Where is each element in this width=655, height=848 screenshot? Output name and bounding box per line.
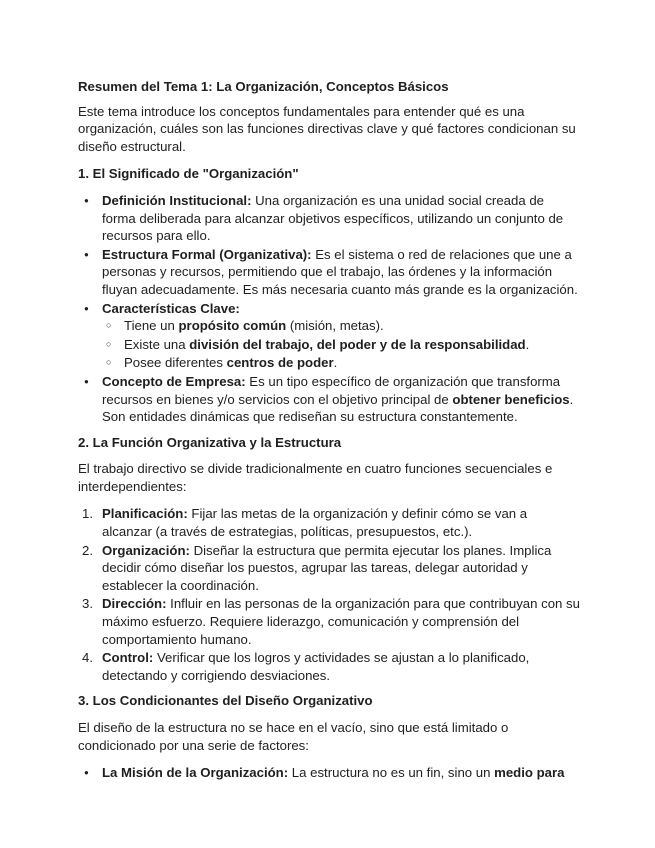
numbered-item	[78, 505, 580, 540]
list-item	[78, 246, 580, 299]
document-page	[78, 78, 580, 790]
numbered-item	[78, 595, 580, 648]
bullet-label: Definición Institucional:	[102, 192, 252, 208]
section-3-list	[78, 764, 580, 782]
item-label: Planificación:	[102, 506, 188, 522]
item-number: 2.	[82, 542, 93, 558]
bullet-label: Concepto de Empresa:	[102, 373, 246, 389]
bullet-text: Es un tipo específico de organización que transforma recursos en bienes y/o servicios con el objetivo principal de	[102, 373, 561, 407]
item-text: Verificar que los logros y actividades se ajustan a lo planificado, detectando y corrigiendo desviaciones.	[102, 650, 530, 683]
document-title: Resumen del Tema 1: La Organización, Conceptos Básicos	[78, 79, 449, 94]
section-2-heading: 2. La Función Organizativa y la Estructura	[78, 434, 342, 450]
section-2-list	[78, 505, 580, 684]
sub-text: (misión, metas).	[286, 318, 384, 334]
characteristics-sublist	[102, 317, 580, 372]
sub-text: .	[333, 355, 338, 371]
list-item	[78, 192, 580, 245]
item-text: Diseñar la estructura que permita ejecutar los planes. Implica decidir cómo diseñar los puestos, agrupar las tareas, delegar autoridad y establecer la coordinación.	[102, 542, 552, 593]
sub-list-item	[102, 354, 580, 372]
numbered-item	[78, 542, 580, 595]
bullet-label: La Misión de la Organización:	[102, 765, 289, 781]
sub-list-item	[102, 317, 580, 335]
bullet-label: Características Clave:	[102, 300, 240, 316]
bullet-text: Es el sistema o red de relaciones que une a personas y recursos, permitiendo que el trabajo, las órdenes y la información fluyan adecuadamente. Es más necesaria cuanto más grande es la organización.	[102, 246, 578, 297]
item-label: Control:	[102, 650, 154, 666]
section-3-heading: 3. Los Condicionantes del Diseño Organizativo	[78, 693, 373, 709]
sub-text: Tiene un	[124, 318, 179, 334]
bullet-bold: obtener beneficios	[452, 391, 570, 407]
numbered-item	[78, 649, 580, 684]
item-label: Organización:	[102, 542, 190, 558]
list-item	[78, 764, 580, 782]
item-label: Dirección:	[102, 596, 167, 612]
list-item	[78, 373, 580, 426]
sub-bold: división del trabajo, del poder y de la responsabilidad	[189, 336, 526, 352]
item-number: 4.	[82, 650, 93, 666]
sub-text: Existe una	[124, 336, 190, 352]
item-text: Influir en las personas de la organización para que contribuyan con su máximo esfuerzo. Requiere liderazgo, comunicación y comprensión del comportamiento humano.	[102, 596, 580, 647]
intro-paragraph: Este tema introduce los conceptos fundamentales para entender qué es una organización, cuáles son las funciones directivas clave y qué factores condicionan su diseño estructural.	[78, 103, 576, 154]
section-1-heading: 1. El Significado de "Organización"	[78, 166, 299, 182]
bullet-text: . Son entidades dinámicas que rediseñan su estructura constantemente.	[102, 391, 574, 425]
bullet-text: La estructura no es un fin, sino un	[288, 765, 495, 781]
section-2-intro: El trabajo directivo se divide tradicionalmente en cuatro funciones secuenciales e interdependientes:	[78, 461, 553, 494]
sub-bold: propósito común	[178, 318, 287, 334]
bullet-label: Estructura Formal (Organizativa):	[102, 246, 312, 262]
sub-list-item	[102, 336, 580, 354]
sub-text: .	[525, 336, 530, 352]
section-3-intro: El diseño de la estructura no se hace en el vacío, sino que está limitado o condicionado por una serie de factores:	[78, 720, 509, 753]
sub-text: Posee diferentes	[124, 355, 227, 371]
item-text: Fijar las metas de la organización y definir cómo se van a alcanzar (a través de estrategias, políticas, presupuestos, etc.).	[102, 506, 528, 540]
item-number: 1.	[82, 506, 93, 522]
sub-bold: centros de poder	[226, 355, 334, 371]
bullet-text: Una organización es una unidad social creada de forma deliberada para alcanzar objetivos específicos, utilizando un conjunto de recursos para ello.	[102, 192, 564, 244]
item-number: 3.	[82, 596, 93, 612]
section-1-list	[78, 192, 580, 426]
bullet-bold: medio para	[494, 765, 565, 781]
list-item	[78, 300, 580, 372]
